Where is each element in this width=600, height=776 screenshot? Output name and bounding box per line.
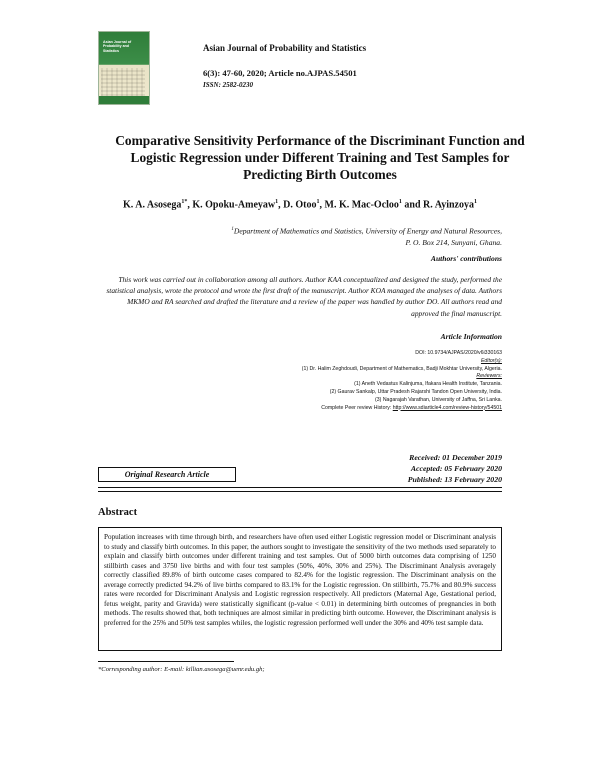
- affiliation-line: Department of Mathematics and Statistics, University of Energy and Natural Resources,: [233, 226, 502, 236]
- editors-label: Editor(s):: [480, 357, 502, 364]
- article-info: [220, 350, 502, 412]
- cover-pattern: [101, 68, 145, 96]
- journal-cover-thumbnail: [98, 31, 150, 105]
- affiliation-line: P. O. Box 214, Sunyani, Ghana.: [405, 237, 502, 247]
- affiliation-sup: 1: [231, 227, 234, 232]
- author-sup: 1: [275, 199, 279, 205]
- article-type-badge: Original Research Article: [98, 467, 236, 482]
- abstract-text: Population increases with time through birth, and researchers have often used either Logistic regression model or Discriminant analysis to study and classify birth outcomes. In this paper, the authors sought to investigate the sensitivity of the two methods used separately to explain and classify birth outcomes under different training and test samples. Out of 5000 birth outcomes data comprising of 1250 stillbirth cases and 3750 live births and with four test samples (50%, 40%, 30% and 25%). The Discriminant Analysis averagely correctly classified 89.8% of birth outcome cases compared to 82.4% for the logistic regression. The Discriminant analysis on the average correctly predicted 94.2% of live births compared to 83.1% for the Logistic regression. On stillbirth, 75.7% and 80.9% success rates were recorded for Discriminant Analysis and Logistic regression respectively. All predictors (Maternal Age, Gestational period, fetus weight, parity and Gravida) were statistically significant (p-value < 0.01) in determining birth outcomes of pregnancies in both methods. The results showed that, both techniques are almost similar in predicting birth outcome. However, the Discriminant analysis is preferred for the 25% and 50% test samples whiles, the logistic regression performed well under the 30% and 40% test sample data.: [98, 527, 502, 651]
- author-sup: 1*: [181, 199, 188, 205]
- author-sup: 1: [473, 199, 477, 205]
- published-date: Published: 13 February 2020: [407, 475, 502, 485]
- journal-name: Asian Journal of Probability and Statistics: [203, 43, 367, 53]
- contributions-text: This work was carried out in collaboration among all authors. Author KAA conceptualized and designed the study, performed the statistical analysis, wrote the protocol and wrote the first draft of the manuscript. Author KOA managed the analyses of data. Authors MKMO and RA searched and drafted the literature and a review of the paper was handled by author DO. All authors read and approved the final manuscript.: [106, 275, 502, 318]
- editor: (1) Dr. Halim Zeghdoudi, Department of Mathematics, Badji Mokhtar University, Algeria.: [301, 365, 502, 372]
- review-history-label: Complete Peer review History:: [321, 404, 393, 411]
- cover-title: [103, 40, 145, 53]
- author-name: D. Otoo: [283, 199, 317, 211]
- contributions-heading: Authors' contributions: [430, 254, 502, 263]
- volume-info: 6(3): 47-60, 2020; Article no.AJPAS.54501: [203, 68, 357, 78]
- author-name: R. Ayinzoya: [423, 199, 474, 211]
- footnote-rule: [98, 661, 234, 662]
- affiliation: [200, 224, 502, 248]
- cover-line: Probability and: [103, 44, 129, 49]
- author-name: K. A. Asosega: [123, 199, 182, 211]
- author-sup: 1: [316, 199, 320, 205]
- abstract-heading: Abstract: [98, 507, 138, 518]
- cover-line: Asian Journal of: [103, 40, 132, 44]
- review-history-link[interactable]: http://www.sdiarticle4.com/review-history/54501: [392, 404, 502, 411]
- divider-bottom: [98, 491, 502, 492]
- article-info-heading: Article Information: [440, 332, 502, 341]
- received-date: Received: 01 December 2019: [409, 453, 502, 462]
- review-history: [220, 405, 502, 413]
- author-name: K. Opoku-Ameyaw: [192, 199, 276, 211]
- reviewers-label: Reviewers:: [476, 373, 502, 380]
- accepted-date: Accepted: 05 February 2020: [410, 464, 502, 474]
- reviewer: (3) Nagarajah Varathan, University of Jaffna, Sri Lanka.: [375, 396, 502, 403]
- cover-bar: [99, 96, 149, 104]
- reviewer: (1) Aneth Vedastus Kalinjuma, Ifakara Health Institute, Tanzania.: [354, 381, 502, 388]
- author-sup: 1: [398, 199, 402, 205]
- dates: [340, 452, 502, 486]
- paper-title: Comparative Sensitivity Performance of the Discriminant Function and Logistic Regression under Different Training and Test Samples for Predicting Birth Outcomes: [115, 133, 525, 182]
- footnote: *Corresponding author: E-mail: killian.asosega@uenr.edu.gh;: [98, 666, 265, 673]
- doi: DOI: 10.9734/AJPAS/2020/v6i330163: [415, 350, 502, 356]
- cover-line: Statistics: [103, 48, 119, 53]
- author-list: K. A. Asosega$^{1*}$, K. Opoku-Ameyaw$^1$, D. Otoo$^1$, M. K. Mac-Ocloo$^1$ and R. Ayinzoya$^1$: [123, 199, 477, 211]
- issn: ISSN: 2582-0230: [203, 81, 253, 89]
- author-name: M. K. Mac-Ocloo: [324, 199, 399, 211]
- divider-top: [98, 487, 502, 488]
- reviewer: (2) Gaurav Sankalp, Uttar Pradesh Rajarshi Tandon Open University, India.: [329, 388, 502, 395]
